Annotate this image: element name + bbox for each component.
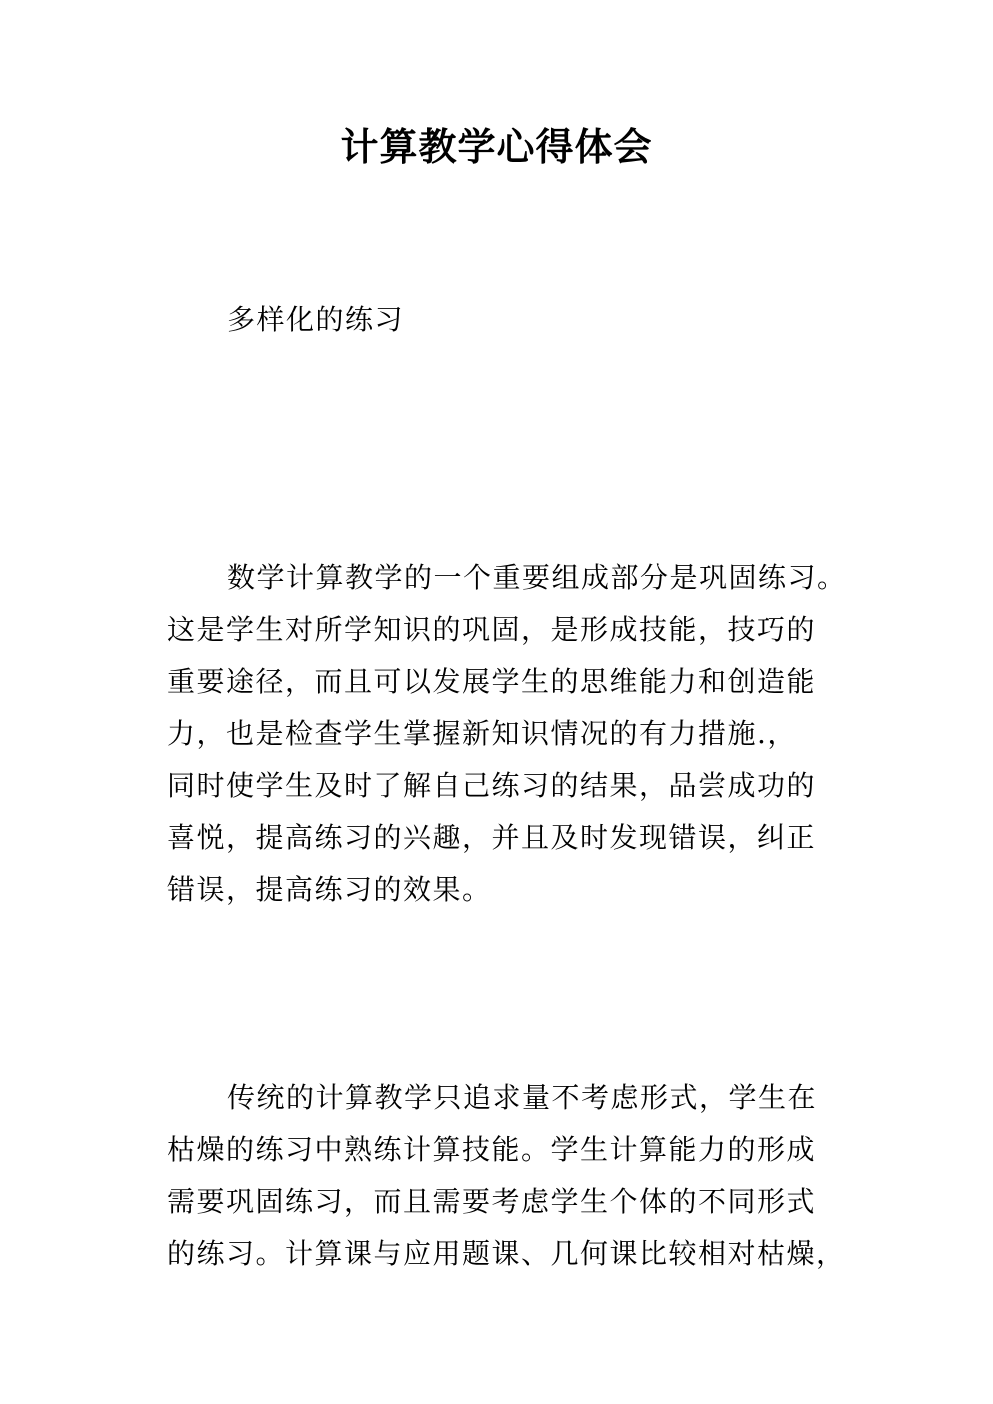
- paragraph-line: 枯燥的练习中熟练计算技能。学生计算能力的形成: [167, 1133, 817, 1166]
- paragraph-line: 错误，提高练习的效果。: [167, 873, 492, 906]
- paragraph-line: 喜悦，提高练习的兴趣，并且及时发现错误，纠正: [167, 821, 817, 854]
- document-title: 计算教学心得体会: [340, 125, 653, 169]
- paragraph-line: 力，也是检查学生掌握新知识情况的有力措施.，: [167, 717, 797, 750]
- paragraph-line: 数学计算教学的一个重要组成部分是巩固练习。: [227, 561, 847, 594]
- paragraph-line: 这是学生对所学知识的巩固，是形成技能，技巧的: [167, 613, 817, 646]
- paragraph-line: 重要途径，而且可以发展学生的思维能力和创造能: [167, 665, 817, 698]
- paragraph-line: 同时使学生及时了解自己练习的结果，品尝成功的: [167, 769, 817, 802]
- paragraph-line: 传统的计算教学只追求量不考虑形式，学生在: [227, 1081, 818, 1114]
- paragraph-line: 需要巩固练习，而且需要考虑学生个体的不同形式: [167, 1185, 817, 1218]
- paragraph-line: 的练习。计算课与应用题课、几何课比较相对枯燥，: [167, 1237, 846, 1270]
- subheading: 多样化的练习: [227, 303, 405, 336]
